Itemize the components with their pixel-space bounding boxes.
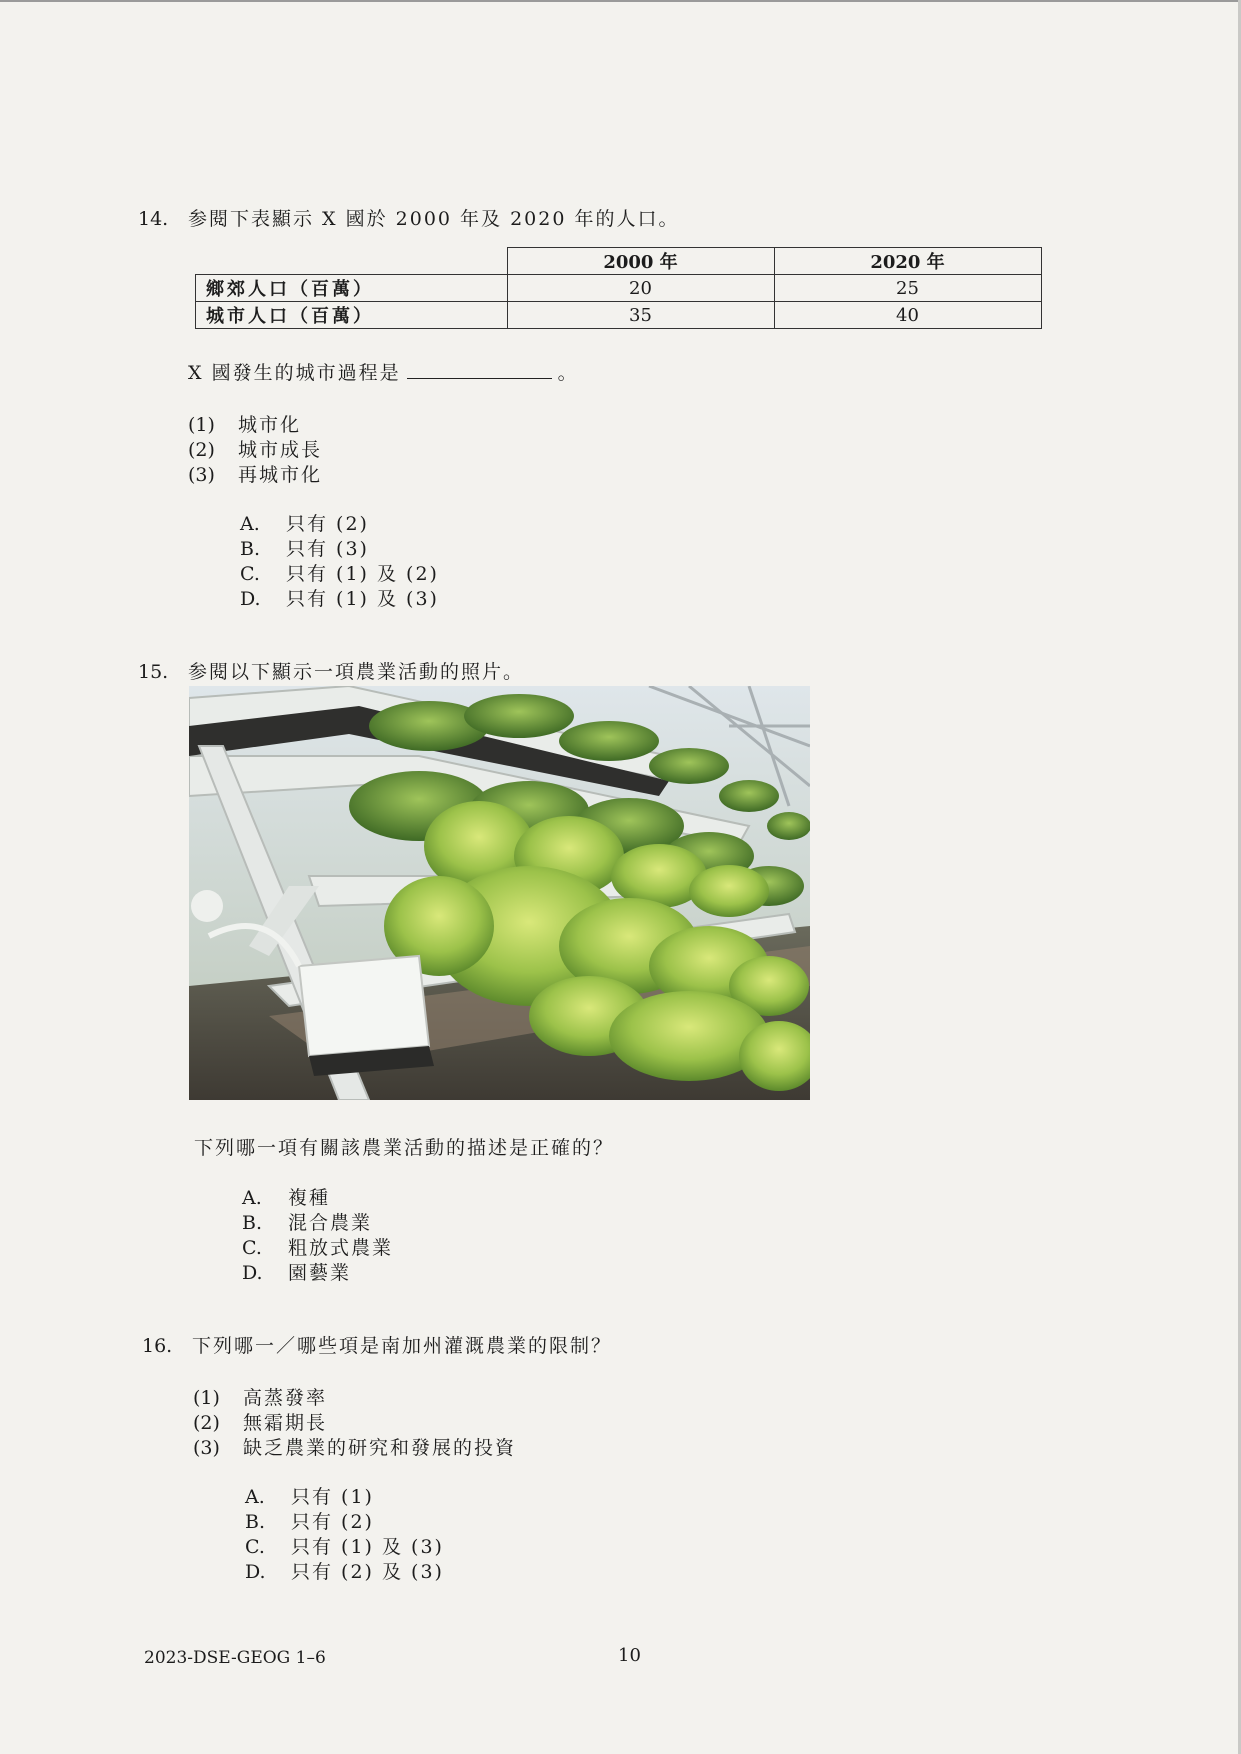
page-number: 10 xyxy=(618,1645,641,1666)
q14-question-text: X 國發生的城市過程是 xyxy=(188,362,401,384)
statement-label: (2) xyxy=(188,439,215,461)
option-text: 只有 (3) xyxy=(286,538,369,560)
q16-statement-1 xyxy=(193,1383,327,1410)
answer-blank xyxy=(407,360,552,379)
option-text: 只有 (1) 及 (3) xyxy=(291,1536,444,1558)
q16-option-d[interactable] xyxy=(245,1557,444,1584)
cell-rural-2020: 25 xyxy=(774,275,1041,302)
row-label-urban: 城市人口（百萬） xyxy=(196,302,508,329)
q16-option-c[interactable] xyxy=(245,1532,444,1559)
exam-code: 2023-DSE-GEOG 1–6 xyxy=(144,1648,326,1668)
q16-option-a[interactable] xyxy=(245,1482,374,1509)
q16-option-b[interactable] xyxy=(245,1507,374,1534)
q14-number: 14. xyxy=(138,208,169,230)
table-header-2000: 2000 年 xyxy=(507,248,774,275)
q15-option-a[interactable] xyxy=(242,1183,330,1210)
q14-option-d[interactable] xyxy=(240,584,439,611)
statement-text: 城市成長 xyxy=(238,439,323,461)
statement-text: 無霜期長 xyxy=(243,1412,328,1434)
option-label: C. xyxy=(242,1237,262,1259)
page-top-edge xyxy=(0,0,1241,2)
q14-statement-2 xyxy=(188,435,322,462)
q15-question: 下列哪一項有關該農業活動的描述是正確的？ xyxy=(194,1137,615,1159)
q15-stem-text: 参閱以下顯示一項農業活動的照片。 xyxy=(188,661,525,683)
q14-stem xyxy=(138,204,679,231)
statement-label: (2) xyxy=(193,1412,220,1434)
option-text: 粗放式農業 xyxy=(288,1237,394,1259)
statement-label: (1) xyxy=(188,414,215,436)
q16-stem-text: 下列哪一／哪些項是南加州灌溉農業的限制？ xyxy=(192,1335,613,1357)
q14-option-a[interactable] xyxy=(240,509,369,536)
hydroponic-farm-photo xyxy=(189,686,810,1100)
option-label: D. xyxy=(245,1561,266,1583)
q15-stem xyxy=(138,657,524,684)
option-text: 只有 (1) xyxy=(291,1486,374,1508)
table-header-2020: 2020 年 xyxy=(774,248,1041,275)
option-label: D. xyxy=(242,1262,263,1284)
statement-label: (3) xyxy=(193,1437,220,1459)
q14-question xyxy=(188,358,579,385)
statement-text: 再城市化 xyxy=(238,464,323,486)
option-text: 複種 xyxy=(288,1187,331,1209)
option-label: A. xyxy=(245,1486,265,1508)
option-label: B. xyxy=(240,538,261,560)
q14-stem-text: 参閱下表顯示 X 國於 2000 年及 2020 年的人口。 xyxy=(188,208,680,230)
option-text: 只有 (2) xyxy=(286,513,369,535)
population-table xyxy=(195,247,1042,329)
q15-option-b[interactable] xyxy=(242,1208,372,1235)
table-corner xyxy=(196,248,508,275)
option-label: A. xyxy=(242,1187,262,1209)
statement-label: (3) xyxy=(188,464,215,486)
q15-option-d[interactable] xyxy=(242,1258,351,1285)
cell-urban-2000: 35 xyxy=(507,302,774,329)
row-label-rural: 鄉郊人口（百萬） xyxy=(196,275,508,302)
q14-question-end: 。 xyxy=(557,362,579,384)
option-label: D. xyxy=(240,588,261,610)
q16-number: 16. xyxy=(142,1335,173,1357)
option-text: 只有 (1) 及 (2) xyxy=(286,563,439,585)
statement-text: 高蒸發率 xyxy=(243,1387,328,1409)
cell-rural-2000: 20 xyxy=(507,275,774,302)
statement-label: (1) xyxy=(193,1387,220,1409)
q16-stem xyxy=(142,1331,612,1358)
option-label: B. xyxy=(242,1212,263,1234)
option-label: B. xyxy=(245,1511,266,1533)
option-label: C. xyxy=(240,563,260,585)
option-text: 只有 (2) xyxy=(291,1511,374,1533)
statement-text: 缺乏農業的研究和發展的投資 xyxy=(243,1437,517,1459)
option-text: 混合農業 xyxy=(288,1212,373,1234)
q14-statement-1 xyxy=(188,410,301,437)
table-row xyxy=(196,275,1042,302)
q15-option-c[interactable] xyxy=(242,1233,393,1260)
cell-urban-2020: 40 xyxy=(774,302,1041,329)
option-text: 只有 (2) 及 (3) xyxy=(291,1561,444,1583)
q14-option-b[interactable] xyxy=(240,534,369,561)
statement-text: 城市化 xyxy=(238,414,302,436)
table-row xyxy=(196,302,1042,329)
q14-option-c[interactable] xyxy=(240,559,439,586)
q16-statement-3 xyxy=(193,1433,516,1460)
option-text: 園藝業 xyxy=(288,1262,352,1284)
q16-statement-2 xyxy=(193,1408,327,1435)
q14-statement-3 xyxy=(188,460,322,487)
option-label: C. xyxy=(245,1536,265,1558)
option-text: 只有 (1) 及 (3) xyxy=(286,588,439,610)
option-label: A. xyxy=(240,513,260,535)
q15-number: 15. xyxy=(138,661,169,683)
